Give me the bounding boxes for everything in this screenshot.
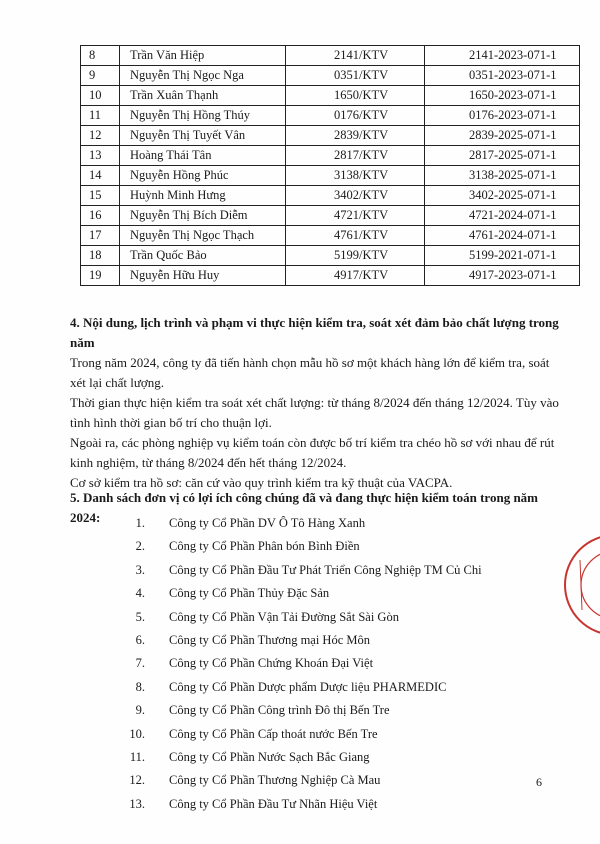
list-item-number: 3. bbox=[135, 562, 145, 577]
list-item-number: 5. bbox=[135, 609, 145, 624]
auditor-name-cell: Hoàng Thái Tân bbox=[120, 146, 286, 166]
certificate-number-cell: 0351/KTV bbox=[286, 66, 425, 86]
list-item bbox=[70, 535, 482, 558]
auditor-name-cell: Nguyễn Thị Bích Diễm bbox=[120, 206, 286, 226]
auditor-table bbox=[80, 45, 580, 286]
page-number: 6 bbox=[536, 775, 542, 789]
public-interest-unit-list bbox=[70, 512, 482, 816]
certificate-number-cell: 4761/KTV bbox=[286, 226, 425, 246]
registration-number-cell: 4761-2024-071-1 bbox=[425, 226, 580, 246]
list-item bbox=[70, 723, 482, 746]
auditor-name-cell: Nguyễn Thị Ngọc Thạch bbox=[120, 226, 286, 246]
list-item-name: Công ty Cổ Phần Thủy Đặc Sản bbox=[169, 586, 330, 601]
list-item-number: 13. bbox=[129, 796, 145, 811]
row-number-cell: 10 bbox=[81, 86, 120, 106]
table-row bbox=[81, 146, 580, 166]
registration-number-cell: 2141-2023-071-1 bbox=[425, 46, 580, 66]
auditor-name-cell: Trần Quốc Bảo bbox=[120, 246, 286, 266]
list-item bbox=[70, 652, 482, 675]
row-number-cell: 11 bbox=[81, 106, 120, 126]
list-item-name: Công ty Cổ Phần Phân bón Bình Điền bbox=[169, 539, 360, 554]
row-number-cell: 14 bbox=[81, 166, 120, 186]
certificate-number-cell: 1650/KTV bbox=[286, 86, 425, 106]
certificate-number-cell: 4917/KTV bbox=[286, 266, 425, 286]
list-item bbox=[70, 629, 482, 652]
row-number-cell: 9 bbox=[81, 66, 120, 86]
certificate-number-cell: 2839/KTV bbox=[286, 126, 425, 146]
list-item-name: Công ty Cổ Phần Đầu Tư Nhãn Hiệu Việt bbox=[169, 796, 378, 811]
list-item-number: 12. bbox=[129, 773, 145, 788]
row-number-cell: 18 bbox=[81, 246, 120, 266]
registration-number-cell: 3402-2025-071-1 bbox=[425, 186, 580, 206]
registration-number-cell: 2839-2025-071-1 bbox=[425, 126, 580, 146]
list-item bbox=[70, 676, 482, 699]
table-row bbox=[81, 266, 580, 286]
table-row bbox=[81, 86, 580, 106]
registration-number-cell: 0351-2023-071-1 bbox=[425, 66, 580, 86]
list-item bbox=[70, 606, 482, 629]
table-row bbox=[81, 166, 580, 186]
registration-number-cell: 4721-2024-071-1 bbox=[425, 206, 580, 226]
row-number-cell: 17 bbox=[81, 226, 120, 246]
registration-number-cell: 3138-2025-071-1 bbox=[425, 166, 580, 186]
list-item-number: 1. bbox=[135, 516, 145, 530]
section-5-heading: 5. Danh sách đơn vị có lợi ích công chúng đã và đang thực hiện kiểm toán trong năm 2024: bbox=[70, 490, 539, 525]
certificate-number-cell: 3138/KTV bbox=[286, 166, 425, 186]
auditor-name-cell: Nguyễn Hồng Phúc bbox=[120, 166, 286, 186]
section-4-paragraph: Trong năm 2024, công ty đã tiến hành chọn mẫu hồ sơ một khách hàng lớn để kiểm tra, soát xét lại chất lượng. bbox=[70, 355, 550, 390]
auditor-name-cell: Nguyễn Thị Ngọc Nga bbox=[120, 66, 286, 86]
list-item bbox=[70, 793, 482, 816]
section-4-heading: 4. Nội dung, lịch trình và phạm vi thực hiện kiểm tra, soát xét đảm bảo chất lượng trong năm bbox=[70, 315, 559, 350]
certificate-number-cell: 4721/KTV bbox=[286, 206, 425, 226]
table-row bbox=[81, 46, 580, 66]
certificate-number-cell: 3402/KTV bbox=[286, 186, 425, 206]
row-number-cell: 8 bbox=[81, 46, 120, 66]
list-item bbox=[70, 559, 482, 582]
table-row bbox=[81, 106, 580, 126]
auditor-name-cell: Huỳnh Minh Hưng bbox=[120, 186, 286, 206]
list-item-name: Công ty Cổ Phần Thương Nghiệp Cà Mau bbox=[169, 773, 381, 788]
section-4 bbox=[70, 313, 560, 493]
row-number-cell: 12 bbox=[81, 126, 120, 146]
section-4-paragraph: Cơ sở kiểm tra hồ sơ: căn cứ vào quy trình kiểm tra kỹ thuật của VACPA. bbox=[70, 475, 453, 490]
list-item bbox=[70, 582, 482, 605]
list-item-name: Công ty Cổ Phần Công trình Đô thị Bến Tre bbox=[169, 703, 390, 718]
list-item-number: 6. bbox=[135, 632, 145, 647]
row-number-cell: 15 bbox=[81, 186, 120, 206]
section-4-paragraph: Ngoài ra, các phòng nghiệp vụ kiểm toán còn được bố trí kiểm tra chéo hồ sơ với nhau để rút kinh nghiệm, từ tháng 8/2024 đến hết tháng 12/2024. bbox=[70, 435, 555, 470]
table-row bbox=[81, 126, 580, 146]
registration-number-cell: 0176-2023-071-1 bbox=[425, 106, 580, 126]
list-item-name: Công ty Cổ Phần Chứng Khoán Đại Việt bbox=[169, 656, 374, 671]
list-item-number: 8. bbox=[135, 679, 145, 694]
list-item-name: Công ty Cổ Phần Dược phẩm Dược liệu PHARMEDIC bbox=[169, 679, 447, 694]
table-row bbox=[81, 66, 580, 86]
table-row bbox=[81, 186, 580, 206]
auditor-name-cell: Nguyễn Thị Tuyết Vân bbox=[120, 126, 286, 146]
auditor-name-cell: Trần Văn Hiệp bbox=[120, 46, 286, 66]
row-number-cell: 16 bbox=[81, 206, 120, 226]
list-item-name: Công ty Cổ Phần Đầu Tư Phát Triển Công Nghiệp TM Củ Chi bbox=[169, 562, 482, 577]
row-number-cell: 13 bbox=[81, 146, 120, 166]
list-item-number: 11. bbox=[129, 749, 145, 764]
certificate-number-cell: 0176/KTV bbox=[286, 106, 425, 126]
list-item-name: Công ty Cổ Phần Nước Sạch Bắc Giang bbox=[169, 749, 370, 764]
certificate-number-cell: 2141/KTV bbox=[286, 46, 425, 66]
auditor-name-cell: Trần Xuân Thạnh bbox=[120, 86, 286, 106]
list-item bbox=[70, 699, 482, 722]
list-item-number: 2. bbox=[135, 539, 145, 554]
list-item bbox=[70, 512, 482, 535]
list-item-name: Công ty Cổ Phần Thương mại Hóc Môn bbox=[169, 632, 371, 647]
registration-number-cell: 1650-2023-071-1 bbox=[425, 86, 580, 106]
table-row bbox=[81, 226, 580, 246]
list-item-name: Công ty Cổ Phần DV Ô Tô Hàng Xanh bbox=[169, 516, 366, 530]
list-item bbox=[70, 746, 482, 769]
table-row bbox=[81, 246, 580, 266]
list-item-number: 4. bbox=[135, 586, 145, 601]
certificate-number-cell: 2817/KTV bbox=[286, 146, 425, 166]
auditor-name-cell: Nguyễn Hữu Huy bbox=[120, 266, 286, 286]
certificate-number-cell: 5199/KTV bbox=[286, 246, 425, 266]
section-4-paragraph: Thời gian thực hiện kiểm tra soát xét chất lượng: từ tháng 8/2024 đến tháng 12/2024. Tùy vào tình hình thời gian bố trí cho thuận lợi. bbox=[70, 395, 559, 430]
list-item-number: 9. bbox=[135, 703, 145, 718]
registration-number-cell: 2817-2025-071-1 bbox=[425, 146, 580, 166]
table-row bbox=[81, 206, 580, 226]
list-item-number: 7. bbox=[135, 656, 145, 671]
registration-number-cell: 5199-2021-071-1 bbox=[425, 246, 580, 266]
company-seal-stamp bbox=[560, 530, 600, 640]
registration-number-cell: 4917-2023-071-1 bbox=[425, 266, 580, 286]
auditor-name-cell: Nguyễn Thị Hồng Thúy bbox=[120, 106, 286, 126]
list-item-number: 10. bbox=[129, 726, 145, 741]
list-item bbox=[70, 769, 482, 792]
list-item-name: Công ty Cổ Phần Vận Tải Đường Sắt Sài Gòn bbox=[169, 609, 399, 624]
row-number-cell: 19 bbox=[81, 266, 120, 286]
list-item-name: Công ty Cổ Phần Cấp thoát nước Bến Tre bbox=[169, 726, 378, 741]
